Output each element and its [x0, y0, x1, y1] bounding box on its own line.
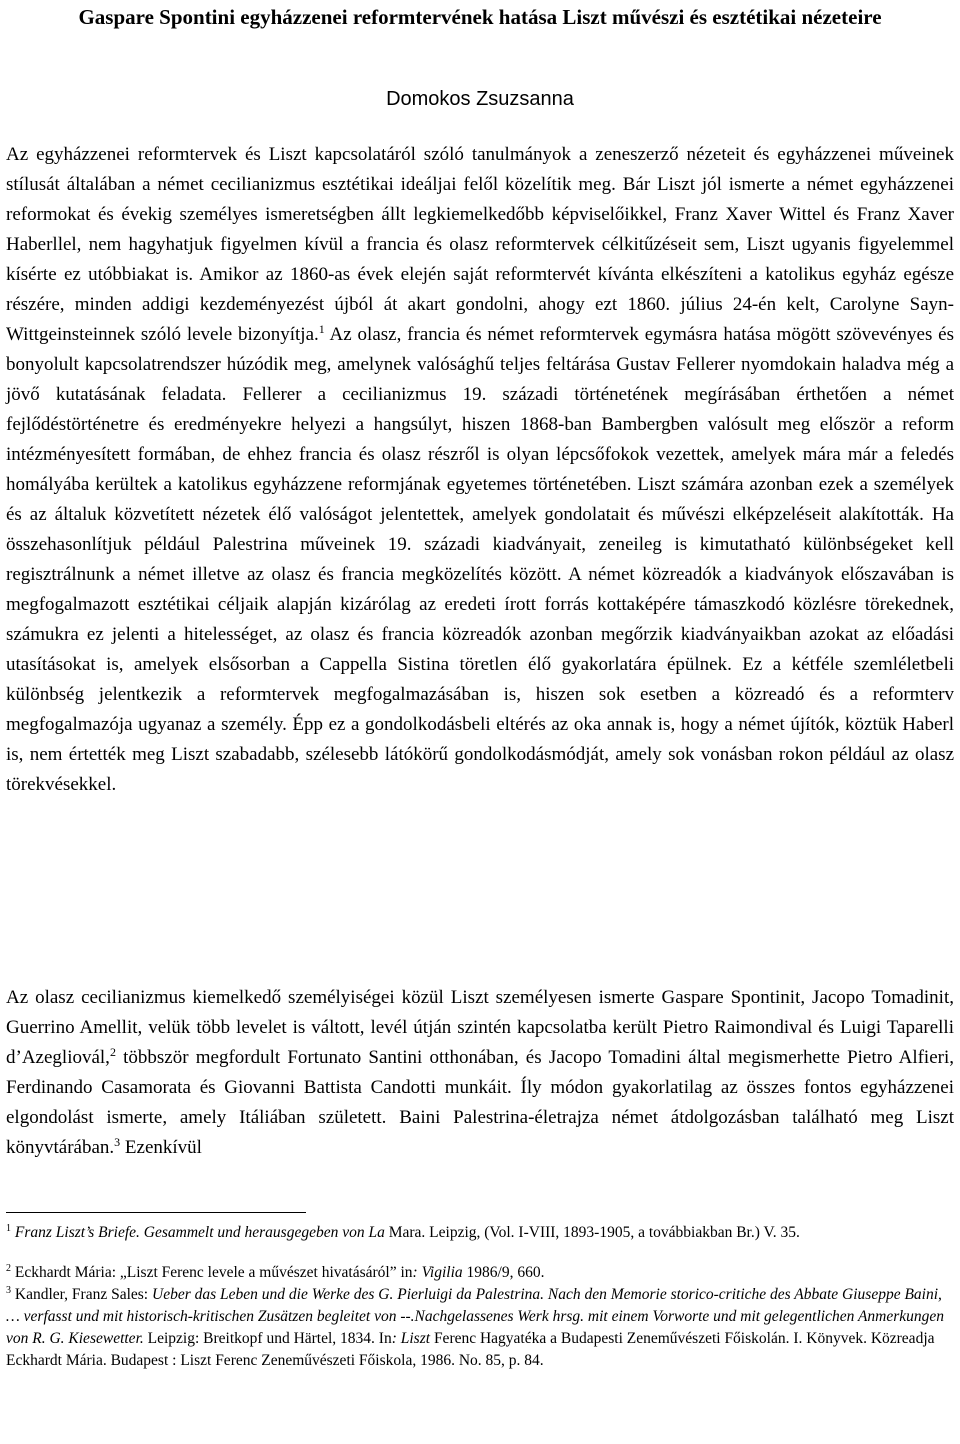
footnote-1-text: Mara. Leipzig, (Vol. I-VIII, 1893-1905, a továbbiakban Br.) V. 35. — [384, 1224, 800, 1241]
footnote-3-text-c: Ferenc Hagyatéka a Budapesti Zeneművészeti Főiskolán. I. Könyvek. Közreadja Eckhardt Mária. Budapest : Liszt Ferenc Zeneművészeti Főiskola, 1986. No. 85, p. 84. — [6, 1330, 935, 1369]
author-name: Domokos Zsuzsanna — [386, 88, 574, 110]
paragraph-2-text-c: Ezenkívül — [120, 1137, 202, 1158]
footnote-ref-2[interactable]: 2 — [109, 1045, 116, 1059]
footnote-ref-3[interactable]: 3 — [114, 1135, 121, 1149]
body-paragraph-2 — [6, 983, 954, 1163]
paragraph-2-text-a: Az olasz cecilianizmus kiemelkedő személyiségei közül Liszt személyesen ismerte Gaspare Spontinit, Jacopo Tomadinit, Guerrino Amellit, velük több levelet is váltott, levél útján szintén kapcsolatba került Pietro Raimondival és Luigi Taparelli d’Azegliovál, — [6, 987, 954, 1068]
footnote-2-text-a: Eckhardt Mária: „Liszt Ferenc levele a művészet hivatásáról” in — [14, 1264, 413, 1281]
document-title: Gaspare Spontini egyházzenei reformtervének hatása Liszt művészi és esztétikai nézeteire — [78, 5, 882, 29]
footnote-ref-1[interactable]: 1 — [318, 322, 325, 336]
footnote-2-text-b: 1986/9, 660. — [462, 1264, 545, 1281]
footnotes-section — [6, 1222, 954, 1372]
footnote-3-number: 3 — [6, 1285, 11, 1296]
footnote-1-number: 1 — [6, 1223, 11, 1234]
footnote-1-italic: Franz Liszt’s Briefe. Gesammelt und herausgegeben von La — [14, 1224, 385, 1241]
footnote-1 — [6, 1222, 954, 1244]
footnote-3-text-a: Kandler, Franz Sales: — [14, 1286, 152, 1303]
footnote-2-number: 2 — [6, 1263, 11, 1274]
footnote-3-text-b: Leipzig: Breitkopf und Härtel, 1834. In — [143, 1330, 392, 1347]
footnote-2 — [6, 1262, 954, 1284]
footnote-2-italic: : Vigilia — [412, 1264, 463, 1281]
footnote-3-italic-a: Ueber das Leben und die Werke des G. Pierluigi da Palestrina. Nach den Memorie storico-critiche des Abbate Giuseppe Baini, … verfasst und mit historisch-kritischen Zusätzen begleitet von --.Nachgelassenes Werk hrsg. mit einem Vorworte und mit gelegentlichen Anmerkungen von R. G. Kiesewetter. — [6, 1286, 945, 1347]
paragraph-2-text-b: többször megfordult Fortunato Santini otthonában, és Jacopo Tomadini által megismerhette Pietro Alfieri, Ferdinando Casamorata és Giovanni Battista Candotti munkáit. Íly módon gyakorlatilag az összes fontos egyházzenei elgondolást ismerte, amely Itáliában született. Baini Palestrina-életrajza német átdolgozásban található meg Liszt könyvtárában. — [6, 1047, 954, 1158]
paragraph-1-text-a: Az egyházzenei reformtervek és Liszt kapcsolatáról szóló tanulmányok a zeneszerző nézeteit és egyházzenei műveinek stílusát általában a német cecilianizmus esztétikai ideáljai felől közelítik meg. Bár Liszt jól ismerte a német egyházzenei reformokat és évekig személyes ismeretségben állt legkiemelkedőbb képviselőikkel, Franz Xaver Wittel és Franz Xaver Haberllel, nem hagyhatjuk figyelmen kívül a francia és olasz reformtervek célkitűzéseit sem, Liszt ugyanis figyelemmel kísérte ez utóbbiakat is. Amikor az 1860-as évek elején saját reformtervét kívánta elkészíteni a katolikus egyház egésze részére, minden addigi kezdeményezést újból át akart gondolni, ahogy ezt 1860. július 24-én kelt, Carolyne Sayn-Wittgeinsteinnek szóló levele bizonyítja. — [6, 144, 954, 345]
paragraph-1-text-b: Az olasz, francia és német reformtervek egymásra hatása mögött szövevényes és bonyolult kapcsolatrendszer húzódik meg, amelynek valósághű teljes feltárása Gustav Fellerer nyomdokain haladva még a jövő kutatásának feladata. Fellerer a cecilianizmus 19. századi történetének megírásában érthetően a német fejlődéstörténetre és eredményekre helyezi a hangsúlyt, hiszen 1868-ban Bambergben valósult meg először a reform intézményesített formában, de ehhez francia és olasz részről is olyan lépcsőfokok vezettek, amelyek mára már a feledés homályába kerültek a katolikus egyházzene reformjának egyetemes történetében. Liszt számára azonban ezek a személyek és az általuk közvetített nézetek élő valóságot jelentettek, amelyek gondolatait és művészi elképzeléseit alakították. Ha összehasonlítjuk például Palestrina műveinek 19. századi kiadványait, zeneileg is kimutatható különbségeket kell regisztrálnunk a német illetve az olasz és francia megközelítés között. A német közreadók a kiadványok előszavában is megfogalmazott esztétikai céljaik alapján kizárólag az eredeti írott forrás kottaképére támaszkodó közlésre törekednek, számukra ez jelenti a hitelességet, az olasz és francia közreadók azonban megőrzik kiadványaikban azokat az előadási utasításokat is, amelyek elsősorban a Cappella Sistina töretlen élő gyakorlatára épülnek. Ez a kétféle szemléletbeli különbség jelentkezik a reformtervek megfogalmazásában is, hiszen sok esetben a közreadó és a reformterv megfogalmazója ugyanaz a személy. Épp ez a gondolkodásbeli eltérés az oka annak is, hogy a német újítók, köztük Haberl is, nem értették meg Liszt szabadabb, szélesebb látókörű gondolkodásmódját, amely sok vonásban rokon például az olasz törekvésekkel. — [6, 324, 955, 795]
body-paragraph-1 — [6, 140, 954, 800]
footnote-3-italic-b: : Liszt — [391, 1330, 431, 1347]
footnote-3 — [6, 1284, 954, 1372]
footnote-separator — [6, 1212, 306, 1213]
